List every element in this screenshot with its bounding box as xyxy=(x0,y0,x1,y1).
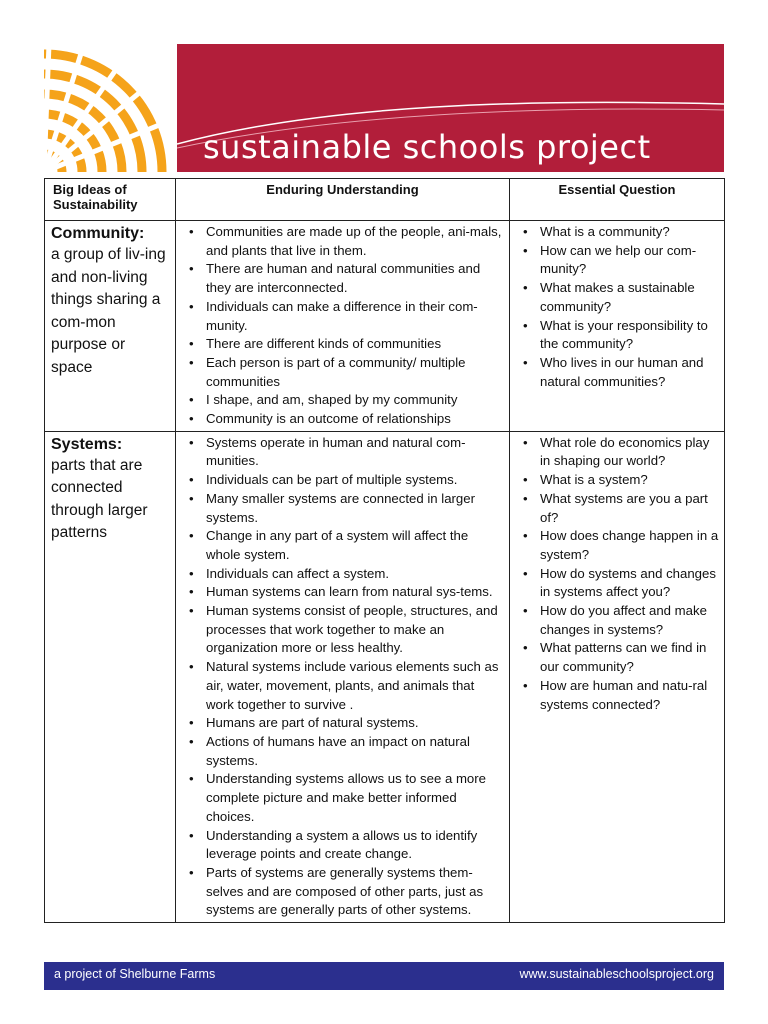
understanding-item: • Individuals can be part of multiple systems. xyxy=(206,471,505,490)
understanding-item: • Individuals can affect a system. xyxy=(206,565,505,584)
enduring-understanding-cell xyxy=(176,431,510,922)
understanding-item: • Actions of humans have an impact on natural systems. xyxy=(206,733,505,770)
understanding-item: • Understanding a system a allows us to identify leverage points and create change. xyxy=(206,827,505,864)
understanding-item: • Many smaller systems are connected in larger systems. xyxy=(206,490,505,527)
sun-logo xyxy=(44,44,174,172)
site-title: sustainable schools project xyxy=(203,128,651,166)
footer-website-link[interactable]: www.sustainableschoolsproject.org xyxy=(519,967,714,981)
footer-credit: a project of Shelburne Farms xyxy=(54,967,216,981)
question-list xyxy=(518,223,720,391)
big-idea-title: Community: xyxy=(51,225,145,242)
column-header-big-ideas xyxy=(45,179,176,221)
question-item: • How are human and natu-ral systems connected? xyxy=(540,677,720,714)
column-header-essential: Essential Question xyxy=(510,179,725,221)
understanding-list xyxy=(184,434,505,920)
column-header-big-ideas-line2: Sustainability xyxy=(53,197,138,212)
understanding-item: • Communities are made up of the people, ani-mals, and plants that live in them. xyxy=(206,223,505,260)
question-item: • What systems are you a part of? xyxy=(540,490,720,527)
understanding-item: • Individuals can make a difference in their com-munity. xyxy=(206,298,505,335)
understanding-item: • I shape, and am, shaped by my community xyxy=(206,391,505,410)
understanding-item: • Change in any part of a system will affect the whole system. xyxy=(206,527,505,564)
understanding-item: • Understanding systems allows us to see a more complete picture and make better informed choices. xyxy=(206,770,505,826)
question-item: • What is a community? xyxy=(540,223,720,242)
question-item: • How do you affect and make changes in systems? xyxy=(540,602,720,639)
table-row-community xyxy=(45,221,725,432)
sustainability-table xyxy=(44,178,725,923)
big-idea-description: a group of liv-ing and non-living things sharing a com-mon purpose or space xyxy=(51,246,166,376)
understanding-item: • There are human and natural communities and they are interconnected. xyxy=(206,260,505,297)
essential-question-cell xyxy=(510,221,725,432)
table-header-row xyxy=(45,179,725,221)
understanding-item: • Human systems consist of people, structures, and processes that work together to make an organization more or less healthy. xyxy=(206,602,505,658)
question-item: • What patterns can we find in our community? xyxy=(540,639,720,676)
understanding-item: • Systems operate in human and natural com-munities. xyxy=(206,434,505,471)
understanding-item: • There are different kinds of communities xyxy=(206,335,505,354)
table-row-systems xyxy=(45,431,725,922)
understanding-list xyxy=(184,223,505,429)
sun-rays-icon xyxy=(44,44,174,172)
question-item: • Who lives in our human and natural communities? xyxy=(540,354,720,391)
understanding-item: • Natural systems include various elements such as air, water, movement, plants, and animals that work together to survive . xyxy=(206,658,505,714)
question-item: • What is a system? xyxy=(540,471,720,490)
big-idea-description: parts that are connected through larger patterns xyxy=(51,456,148,542)
big-idea-cell xyxy=(45,431,176,922)
banner-title-area xyxy=(177,44,724,172)
question-item: • How does change happen in a system? xyxy=(540,527,720,564)
essential-question-cell xyxy=(510,431,725,922)
column-header-big-ideas-line1: Big Ideas of xyxy=(53,182,127,197)
question-item: • What is your responsibility to the community? xyxy=(540,317,720,354)
big-idea-title: Systems: xyxy=(51,435,123,453)
question-item: • What makes a sustainable community? xyxy=(540,279,720,316)
question-item: • How can we help our com-munity? xyxy=(540,242,720,279)
column-header-enduring: Enduring Understanding xyxy=(176,179,510,221)
question-item: • How do systems and changes in systems affect you? xyxy=(540,565,720,602)
enduring-understanding-cell xyxy=(176,221,510,432)
footer-bar xyxy=(44,962,724,990)
understanding-item: • Humans are part of natural systems. xyxy=(206,714,505,733)
question-item: • What role do economics play in shaping our world? xyxy=(540,434,720,471)
header-banner xyxy=(44,44,724,172)
understanding-item: • Parts of systems are generally systems them-selves and are composed of other parts, just as systems are generally parts of other systems. xyxy=(206,864,505,920)
understanding-item: • Each person is part of a community/ multiple communities xyxy=(206,354,505,391)
understanding-item: • Community is an outcome of relationships xyxy=(206,410,505,429)
question-list xyxy=(518,434,720,715)
understanding-item: • Human systems can learn from natural sys-tems. xyxy=(206,583,505,602)
big-idea-cell xyxy=(45,221,176,432)
